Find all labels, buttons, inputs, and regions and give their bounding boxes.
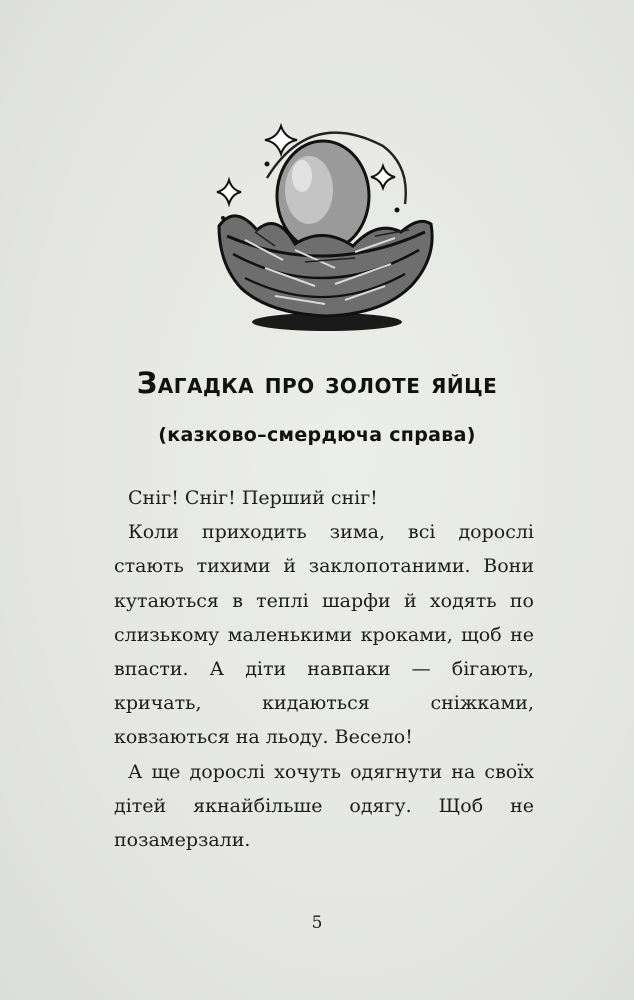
paragraph: Сніг! Сніг! Перший сніг!: [128, 487, 378, 509]
chapter-subtitle: (казково–смердюча справа): [158, 424, 476, 446]
paragraph: А ще дорослі хочуть одягнути на своїх дітей якнайбільше одягу. Щоб не позамерзали.: [114, 760, 534, 852]
chapter-title: Загадка про золоте яйце: [136, 366, 498, 400]
chapter-body: [114, 481, 534, 857]
page-number: 5: [311, 913, 323, 933]
paragraph: Коли приходить зима, всі дорослі стають тихими й заклопотаними. Вони кутаються в теплі шарфи й ходять по слизькому маленькими кроками, щоб не впасти. А діти навпаки — бігають, кричать, кидаються сніжками, ковзаються на льоду. Весело!: [114, 521, 534, 749]
egg-in-nest-icon: [205, 108, 445, 338]
